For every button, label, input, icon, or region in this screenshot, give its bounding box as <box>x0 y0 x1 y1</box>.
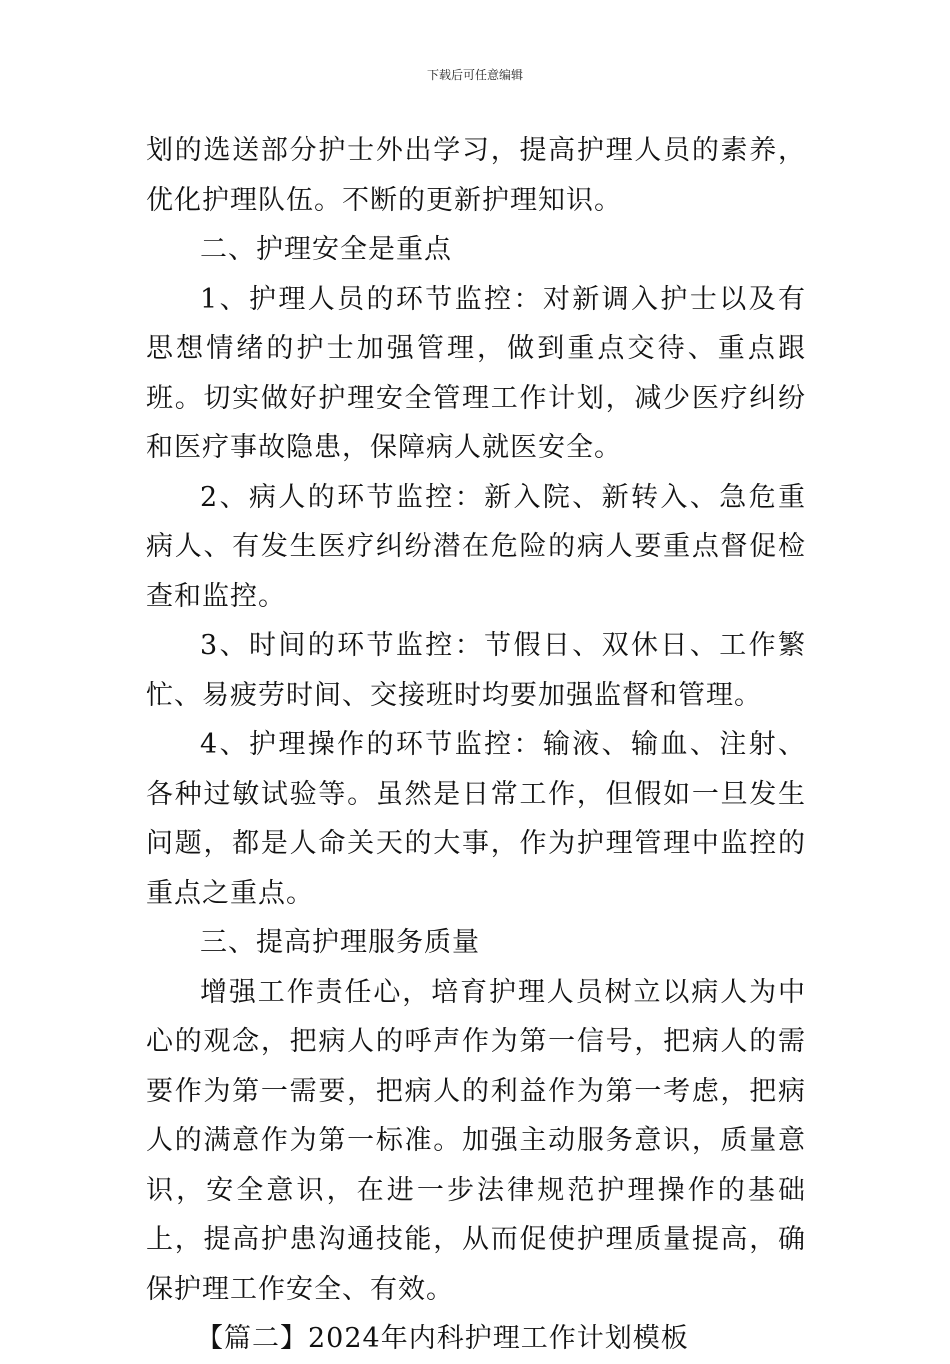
paragraph-continuation: 划的选送部分护士外出学习，提高护理人员的素养，优化护理队伍。不断的更新护理知识。 <box>146 135 806 216</box>
paragraph-service-quality: 增强工作责任心，培育护理人员树立以病人为中心的观念，把病人的呼声作为第一信号，把病人的需要作为第一需要，把病人的利益作为第一考虑，把病人的满意作为第一标准。加强主动服务意识，质量意识，安全意识，在进一步法律规范护理操作的基础上，提高护患沟通技能，从而促使护理质量提高，确保护理工作安全、有效。 <box>146 976 806 1305</box>
section-heading-nursing-safety: 二、护理安全是重点 <box>200 234 452 265</box>
paragraph-operation-monitoring: 4、护理操作的环节监控：输液、输血、注射、各种过敏试验等。虽然是日常工作，但假如一旦发生问题，都是人命关天的大事，作为护理管理中监控的重点之重点。 <box>146 729 806 909</box>
page-header: 下载后可任意编辑 <box>426 68 523 82</box>
paragraph-time-monitoring: 3、时间的环节监控：节假日、双休日、工作繁忙、易疲劳时间、交接班时均要加强监督和管理。 <box>146 630 806 711</box>
article-heading-part-two: 【篇二】2024年内科护理工作计划模板 <box>196 1323 689 1354</box>
document-body <box>146 126 806 1364</box>
section-heading-service-quality: 三、提高护理服务质量 <box>200 927 480 958</box>
paragraph-patient-monitoring: 2、病人的环节监控：新入院、新转入、急危重病人、有发生医疗纠纷潜在危险的病人要重点督促检查和监控。 <box>146 481 806 612</box>
paragraph-staff-monitoring: 1、护理人员的环节监控：对新调入护士以及有思想情绪的护士加强管理，做到重点交待、重点跟班。切实做好护理安全管理工作计划，减少医疗纠纷和医疗事故隐患，保障病人就医安全。 <box>146 283 806 463</box>
